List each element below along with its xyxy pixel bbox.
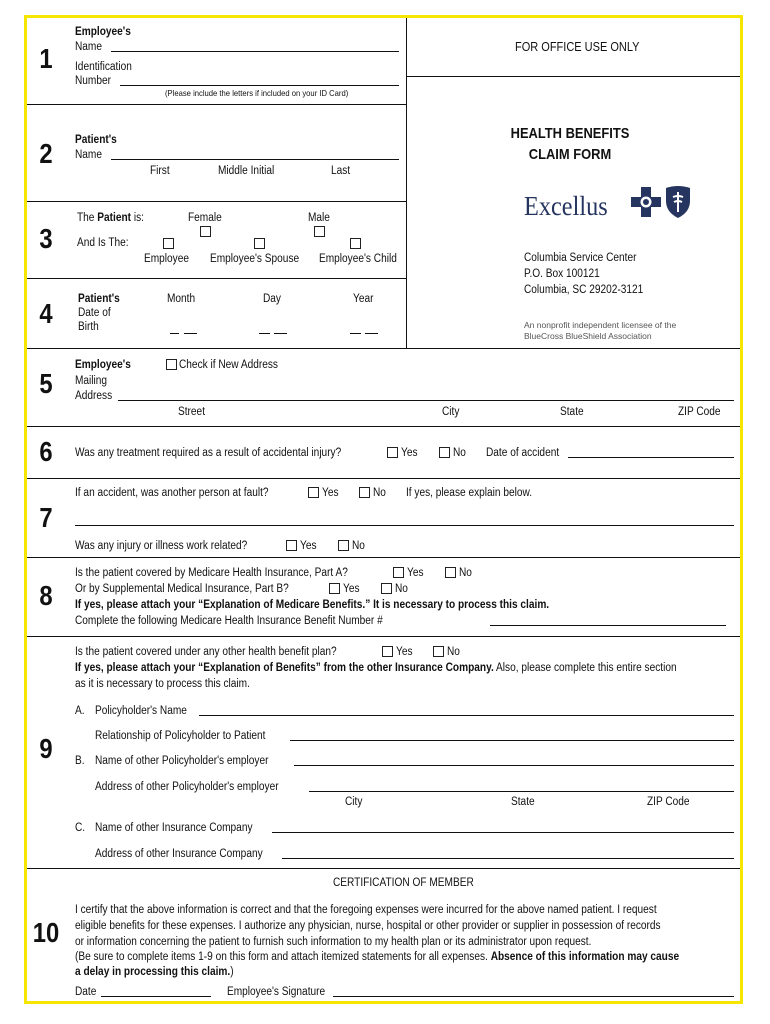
name-label: Name <box>75 41 103 53</box>
state-label: State <box>511 796 535 808</box>
id-number-field[interactable] <box>120 85 399 86</box>
city-label: City <box>345 796 363 808</box>
id-label: Identification <box>75 61 132 73</box>
mailing-address-field[interactable] <box>118 400 734 401</box>
no-label: No <box>352 540 365 552</box>
accident-yes-checkbox[interactable] <box>387 447 398 458</box>
policyholder-employer-label: Name of other Policyholder's employer <box>95 755 269 767</box>
birth-label: Birth <box>78 321 99 333</box>
date-field[interactable] <box>101 996 211 997</box>
divider <box>27 104 406 105</box>
medicare-part-a-question: Is the patient covered by Medicare Health Insurance, Part A? <box>75 567 348 579</box>
middle-initial-label: Middle Initial <box>218 165 275 177</box>
date-of-accident-label: Date of accident <box>486 447 560 459</box>
spouse-checkbox[interactable] <box>254 238 265 249</box>
divider <box>27 557 740 558</box>
blueshield-icon <box>664 185 692 219</box>
form-title <box>484 123 656 165</box>
relationship-label: Relationship of Policyholder to Patient <box>95 730 266 742</box>
certification-line-3: or information concerning the patient to furnish such information to my health plan or its administrator upon request. <box>75 936 592 948</box>
number-label: Number <box>75 75 111 87</box>
employee-option: Employee <box>144 253 190 265</box>
child-checkbox[interactable] <box>350 238 361 249</box>
part-a-no-checkbox[interactable] <box>445 567 456 578</box>
address-line-1: Columbia Service Center <box>524 252 637 264</box>
no-label: No <box>395 583 408 595</box>
date-of-label: Date of <box>78 307 111 319</box>
bluecross-icon <box>630 186 662 218</box>
work-yes-checkbox[interactable] <box>286 540 297 551</box>
mailing-address <box>524 250 643 298</box>
no-label: No <box>373 487 386 499</box>
section-number: 4 <box>39 298 53 329</box>
divider <box>27 636 740 637</box>
divider <box>406 18 407 348</box>
no-label: No <box>447 646 460 658</box>
divider <box>27 348 740 349</box>
date-label: Date <box>75 986 97 998</box>
medicare-part-b-question: Or by Supplemental Medical Insurance, Part B? <box>75 583 289 595</box>
employee-checkbox[interactable] <box>163 238 174 249</box>
office-use-label: FOR OFFICE USE ONLY <box>515 40 640 54</box>
section-number: 7 <box>39 502 53 533</box>
fault-question: If an accident, was another person at fault? <box>75 487 269 499</box>
policyholder-name-field[interactable] <box>199 715 734 716</box>
relationship-field[interactable] <box>290 740 734 741</box>
divider <box>27 426 740 427</box>
licensee-line-2: BlueCross BlueShield Association <box>524 331 652 341</box>
year-label: Year <box>353 293 374 305</box>
month-label: Month <box>167 293 196 305</box>
divider <box>27 201 406 202</box>
certification-line-2: eligible benefits for these expenses. I authorize any physician, nurse, hospital or other provider or supplier in possession of records <box>75 920 661 932</box>
first-label: First <box>150 165 170 177</box>
yes-label: Yes <box>396 646 413 658</box>
divider <box>27 278 406 279</box>
employer-address-field[interactable] <box>309 791 734 792</box>
eob-attach-line-2: as it is necessary to process this claim. <box>75 678 250 690</box>
street-label: Street <box>178 406 206 418</box>
certification-line-1: I certify that the above information is correct and that the foregoing expenses were incurred for the above named patient. I request <box>75 904 657 916</box>
item-letter-c: C. <box>75 822 86 834</box>
section-number: 10 <box>32 917 60 948</box>
month-field[interactable] <box>170 333 179 334</box>
year-field[interactable] <box>350 333 361 334</box>
signature-label: Employee's Signature <box>227 986 326 998</box>
employer-address-label: Address of other Policyholder's employer <box>95 781 279 793</box>
eob-attach-note <box>75 661 677 675</box>
patient-is-pre: The <box>77 212 95 224</box>
item-letter-b: B. <box>75 755 85 767</box>
last-label: Last <box>331 165 351 177</box>
section-number: 9 <box>39 733 53 764</box>
address-line-3: Columbia, SC 29202-3121 <box>524 284 644 296</box>
yes-label: Yes <box>322 487 339 499</box>
fault-no-checkbox[interactable] <box>359 487 370 498</box>
no-label: No <box>459 567 472 579</box>
section-number: 5 <box>39 368 53 399</box>
patient-is-label <box>77 211 144 225</box>
certification-warning-end: a delay in processing this claim. <box>75 966 231 978</box>
yes-label: Yes <box>343 583 360 595</box>
item-letter-a: A. <box>75 705 85 717</box>
section-number: 2 <box>39 138 53 169</box>
other-insurer-field[interactable] <box>272 832 734 833</box>
patient-label: Patient's <box>78 293 120 305</box>
name-label: Name <box>75 149 103 161</box>
other-plan-no-checkbox[interactable] <box>433 646 444 657</box>
patient-label: Patient's <box>75 134 117 146</box>
new-address-label: Check if New Address <box>179 359 278 371</box>
address-label: Address <box>75 390 113 402</box>
other-plan-question: Is the patient covered under any other health benefit plan? <box>75 646 337 658</box>
eob-attach-rest: Also, please complete this entire section <box>496 662 677 674</box>
work-related-question: Was any injury or illness work related? <box>75 540 248 552</box>
part-a-yes-checkbox[interactable] <box>393 567 404 578</box>
day-field[interactable] <box>259 333 270 334</box>
new-address-checkbox[interactable] <box>166 359 177 370</box>
male-label: Male <box>308 212 330 224</box>
eob-attach-bold: If yes, please attach your “Explanation of Benefits” from the other Insurance Company. <box>75 662 494 674</box>
part-b-yes-checkbox[interactable] <box>329 583 340 594</box>
policyholder-name-label: Policyholder's Name <box>95 705 187 717</box>
explain-label: If yes, please explain below. <box>406 487 533 499</box>
address-line-2: P.O. Box 100121 <box>524 268 600 280</box>
male-checkbox[interactable] <box>314 226 325 237</box>
other-insurer-address-label: Address of other Insurance Company <box>95 848 263 860</box>
patient-name-field[interactable] <box>111 159 399 160</box>
yes-label: Yes <box>401 447 418 459</box>
title-line-2: CLAIM FORM <box>528 146 612 163</box>
medicare-number-label: Complete the following Medicare Health Insurance Benefit Number # <box>75 615 383 627</box>
divider <box>27 478 740 479</box>
accident-question: Was any treatment required as a result of accidental injury? <box>75 447 342 459</box>
certification-line-5 <box>75 965 234 979</box>
certification-close: ) <box>230 966 234 978</box>
yes-label: Yes <box>407 567 424 579</box>
year-field[interactable] <box>365 333 378 334</box>
child-option: Employee's Child <box>319 253 397 265</box>
accident-no-checkbox[interactable] <box>439 447 450 458</box>
medicare-number-field[interactable] <box>490 625 726 626</box>
licensee-note <box>524 320 676 342</box>
other-insurer-label: Name of other Insurance Company <box>95 822 253 834</box>
day-field[interactable] <box>274 333 287 334</box>
and-is-the-label: And Is The: <box>77 237 129 249</box>
policyholder-employer-field[interactable] <box>294 765 734 766</box>
mailing-label: Mailing <box>75 375 108 387</box>
section-number: 1 <box>39 43 53 74</box>
fault-yes-checkbox[interactable] <box>308 487 319 498</box>
explanation-field[interactable] <box>75 525 734 526</box>
employee-name-field[interactable] <box>111 51 399 52</box>
certification-heading: CERTIFICATION OF MEMBER <box>333 877 474 889</box>
medicare-attach-note: If yes, please attach your “Explanation of Medicare Benefits.” It is necessary to process this claim. <box>75 599 550 611</box>
employee-label: Employee's <box>75 26 131 38</box>
other-insurer-address-field[interactable] <box>282 858 734 859</box>
signature-field[interactable] <box>333 996 734 997</box>
licensee-line-1: An nonprofit independent licensee of the <box>524 320 677 330</box>
divider <box>406 76 740 77</box>
id-note: (Please include the letters if included on your ID Card) <box>165 88 349 98</box>
part-b-no-checkbox[interactable] <box>381 583 392 594</box>
work-no-checkbox[interactable] <box>338 540 349 551</box>
other-plan-yes-checkbox[interactable] <box>382 646 393 657</box>
yes-label: Yes <box>300 540 317 552</box>
female-checkbox[interactable] <box>200 226 211 237</box>
employee-label: Employee's <box>75 359 131 371</box>
accident-date-field[interactable] <box>568 457 734 458</box>
female-label: Female <box>188 212 222 224</box>
section-number: 3 <box>39 223 53 254</box>
section-number: 8 <box>39 580 53 611</box>
patient-is-post: is: <box>133 212 144 224</box>
no-label: No <box>453 447 466 459</box>
city-label: City <box>442 406 460 418</box>
certification-line-4 <box>75 950 679 964</box>
spouse-option: Employee's Spouse <box>210 253 300 265</box>
certification-warning: Absence of this information may cause <box>490 951 680 963</box>
patient-is-bold: Patient <box>97 212 132 224</box>
title-line-1: HEALTH BENEFITS <box>510 125 630 142</box>
excellus-logo: Excellus <box>524 191 608 221</box>
certification-note: (Be sure to complete items 1-9 on this form and attach itemized statements for all expenses. <box>75 951 488 963</box>
zip-label: ZIP Code <box>647 796 690 808</box>
month-field[interactable] <box>184 333 197 334</box>
divider <box>27 868 740 869</box>
section-number: 6 <box>39 436 53 467</box>
day-label: Day <box>263 293 281 305</box>
state-label: State <box>560 406 584 418</box>
zip-label: ZIP Code <box>678 406 721 418</box>
